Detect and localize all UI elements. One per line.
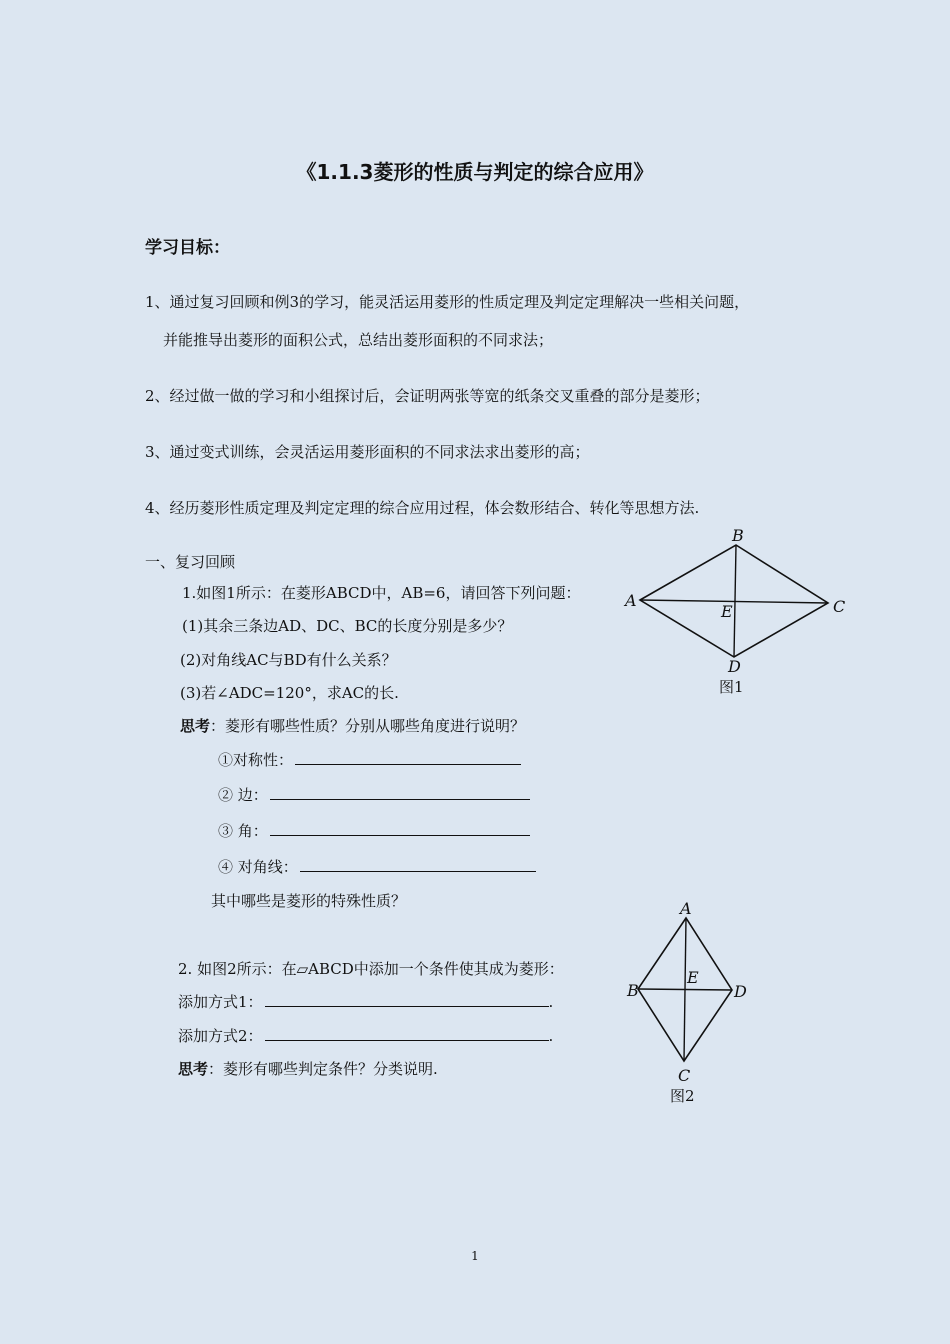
property-symmetry — [218, 749, 521, 770]
q1-part-2: (2)对角线AC与BD有什么关系？ — [180, 651, 397, 669]
figure-2-label-c: C — [678, 1066, 691, 1085]
think-1-text: ：菱形有哪些性质？分别从哪些角度进行说明？ — [210, 717, 526, 735]
property-side-label: ② 边： — [218, 786, 268, 804]
property-diagonal-label: ④ 对角线： — [218, 858, 298, 876]
think-2 — [178, 1058, 438, 1079]
objective-1-cont: 并能推导出菱形的面积公式，总结出菱形面积的不同求法； — [163, 331, 554, 349]
add-way-1 — [178, 991, 553, 1012]
add-way-2-label: 添加方式2： — [178, 1027, 263, 1045]
answer-blank-way-2[interactable] — [265, 1025, 549, 1041]
figure-2-rhombus — [620, 895, 770, 1110]
answer-blank-way-1[interactable] — [265, 991, 549, 1007]
answer-blank-side[interactable] — [270, 784, 530, 800]
figure-1-diagonal-ac — [640, 600, 828, 603]
q1-part-3: (3)若∠ADC=120°，求AC的长. — [180, 684, 399, 702]
figure-1-label-e: E — [721, 602, 733, 621]
q2-intro: 2. 如图2所示：在▱ABCD中添加一个条件使其成为菱形： — [178, 960, 564, 978]
figure-2-label-b: B — [627, 981, 639, 1000]
figure-1-label-c: C — [833, 597, 846, 616]
property-angle-label: ③ 角： — [218, 822, 268, 840]
property-symmetry-label: ①对称性： — [218, 751, 294, 769]
think-2-label: 思考 — [178, 1060, 209, 1078]
special-property-question: 其中哪些是菱形的特殊性质？ — [211, 892, 407, 910]
add-way-1-period: . — [548, 993, 554, 1011]
think-2-text: ：菱形有哪些判定条件？分类说明. — [208, 1060, 438, 1078]
figure-2-label-d: D — [734, 982, 747, 1001]
think-1-label: 思考 — [180, 717, 211, 735]
objectives-heading: 学习目标： — [145, 238, 230, 258]
objective-1: 1、通过复习回顾和例3的学习，能灵活运用菱形的性质定理及判定定理解决一些相关问题， — [145, 293, 750, 311]
section-review-title: 一、复习回顾 — [145, 553, 236, 571]
add-way-2-period: . — [548, 1027, 554, 1045]
figure-1-label-a: A — [625, 591, 637, 610]
q1-intro: 1.如图1所示：在菱形ABCD中，AB=6，请回答下列问题： — [182, 584, 581, 602]
figure-1-rhombus — [615, 520, 865, 705]
objective-2: 2、经过做一做的学习和小组探讨后，会证明两张等宽的纸条交叉重叠的部分是菱形； — [145, 387, 710, 405]
answer-blank-diagonal[interactable] — [300, 856, 536, 872]
figure-1-label-b: B — [732, 526, 744, 545]
figure-1-diagonal-bd — [734, 545, 736, 657]
add-way-1-label: 添加方式1： — [178, 993, 263, 1011]
figure-2-label-a: A — [680, 899, 692, 918]
objective-4: 4、经历菱形性质定理及判定定理的综合应用过程，体会数形结合、转化等思想方法. — [145, 499, 700, 517]
figure-2-caption: 图2 — [670, 1087, 695, 1105]
page-title: 《1.1.3菱形的性质与判定的综合应用》 — [296, 160, 654, 184]
q1-part-1: (1)其余三条边AD、DC、BC的长度分别是多少？ — [182, 617, 513, 635]
add-way-2 — [178, 1025, 553, 1046]
property-side — [218, 784, 530, 805]
figure-2-label-e: E — [687, 968, 699, 987]
answer-blank-symmetry[interactable] — [295, 749, 521, 765]
property-angle — [218, 820, 530, 841]
figure-1-label-d: D — [728, 657, 741, 676]
answer-blank-angle[interactable] — [270, 820, 530, 836]
figure-2-diagonal-bd — [638, 989, 732, 990]
think-1 — [180, 715, 525, 736]
page-number: 1 — [471, 1249, 479, 1263]
figure-1-caption: 图1 — [719, 678, 744, 696]
objective-3: 3、通过变式训练，会灵活运用菱形面积的不同求法求出菱形的高； — [145, 443, 590, 461]
property-diagonal — [218, 856, 536, 877]
